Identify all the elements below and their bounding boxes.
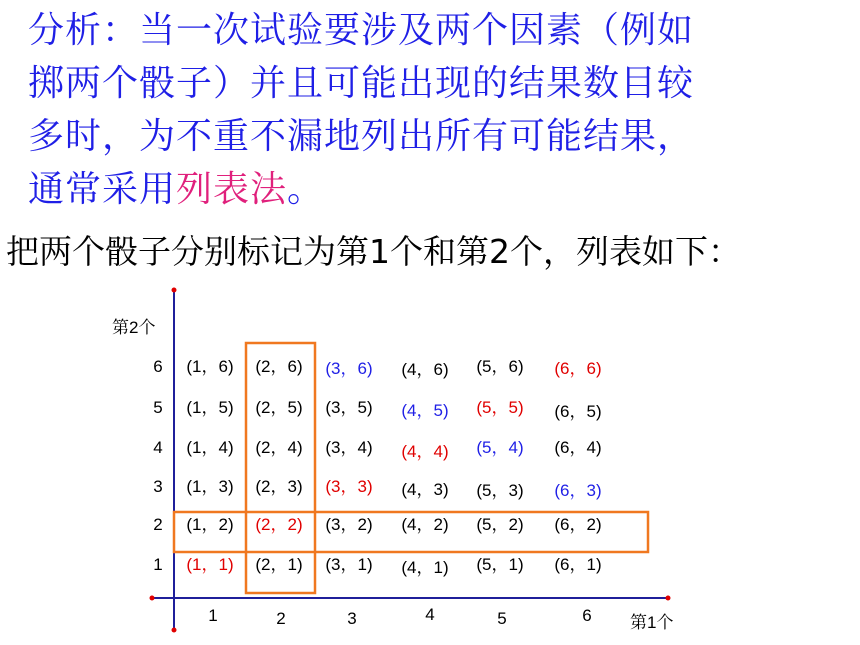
y-tick-label: 4 [153,438,163,457]
outcome-cell: (1，3) [186,477,234,496]
x-tick-label: 6 [582,606,592,625]
outcome-cell: (2，3) [255,477,303,496]
x-axis-right-dot [666,596,671,601]
x-axis-left-dot [150,596,155,601]
outcome-cell: (6，6) [554,359,602,378]
outcome-cell: (1，5) [186,398,234,417]
outcome-cell: (3，4) [325,438,373,457]
paragraph-line-4-prefix: 通常采用 [28,169,177,210]
outcome-cell: (4，6) [401,360,449,379]
outcome-cell: (4，3) [401,480,449,499]
outcome-cell: (4，1) [401,558,449,577]
outcome-cell: (2，1) [255,555,303,574]
method-highlight: 列表法 [176,169,288,210]
x-tick-label: 2 [276,609,286,628]
outcome-cell: (2，2) [255,515,303,534]
y-tick-label: 6 [153,357,163,376]
paragraph-line-3: 多时，为不重不漏地列出所有可能结果， [28,116,695,157]
outcome-cell: (4，5) [401,401,449,420]
outcome-cell: (2，4) [255,438,303,457]
outcome-cell: (6，4) [554,438,602,457]
outcome-cell: (3，6) [325,359,373,378]
y-axis-label: 第2个 [112,318,156,337]
outcome-cell: (1，2) [186,515,234,534]
paragraph-line-2: 掷两个骰子）并且可能出现的结果数目较 [28,63,695,104]
outcome-cell: (1，4) [186,438,234,457]
outcome-cell: (3，3) [325,477,373,496]
outcome-cell: (5，2) [476,515,524,534]
outcome-cell: (4，2) [401,515,449,534]
paragraph-line-1: 分析：当一次试验要涉及两个因素（例如 [28,10,695,51]
x-tick-label: 5 [497,609,507,628]
outcome-cell: (6，3) [554,481,602,500]
table-intro-text: 把两个骰子分别标记为第1个和第2个，列表如下： [6,232,741,271]
x-tick-label: 4 [425,605,435,624]
y-tick-label: 5 [153,398,163,417]
outcome-cell: (6，1) [554,555,602,574]
outcome-cell: (3，5) [325,398,373,417]
outcome-cell: (3，1) [325,555,373,574]
x-tick-label: 1 [208,606,218,625]
outcome-cell: (1，6) [186,357,234,376]
x-tick-label: 3 [347,609,357,628]
outcome-cell: (3，2) [325,515,373,534]
outcome-cell: (1，1) [186,555,234,574]
outcome-cell: (6，2) [554,515,602,534]
outcome-cell: (5，5) [476,398,524,417]
y-tick-label: 3 [153,477,163,496]
outcome-cell: (4，4) [401,442,449,461]
outcome-cell: (5，4) [476,438,524,457]
paragraph-line-4-suffix: 。 [287,169,325,210]
outcome-cell: (2，6) [255,357,303,376]
outcome-cell: (2，5) [255,398,303,417]
y-tick-label: 2 [153,515,163,534]
outcome-cell: (5，1) [476,555,524,574]
y-axis-top-dot [172,288,177,293]
x-axis-label: 第1个 [630,613,674,632]
outcome-cell: (5，3) [476,481,524,500]
y-axis-bottom-dot [172,628,177,633]
y-tick-label: 1 [153,555,163,574]
outcome-cell: (5，6) [476,357,524,376]
outcome-cell: (6，5) [554,402,602,421]
